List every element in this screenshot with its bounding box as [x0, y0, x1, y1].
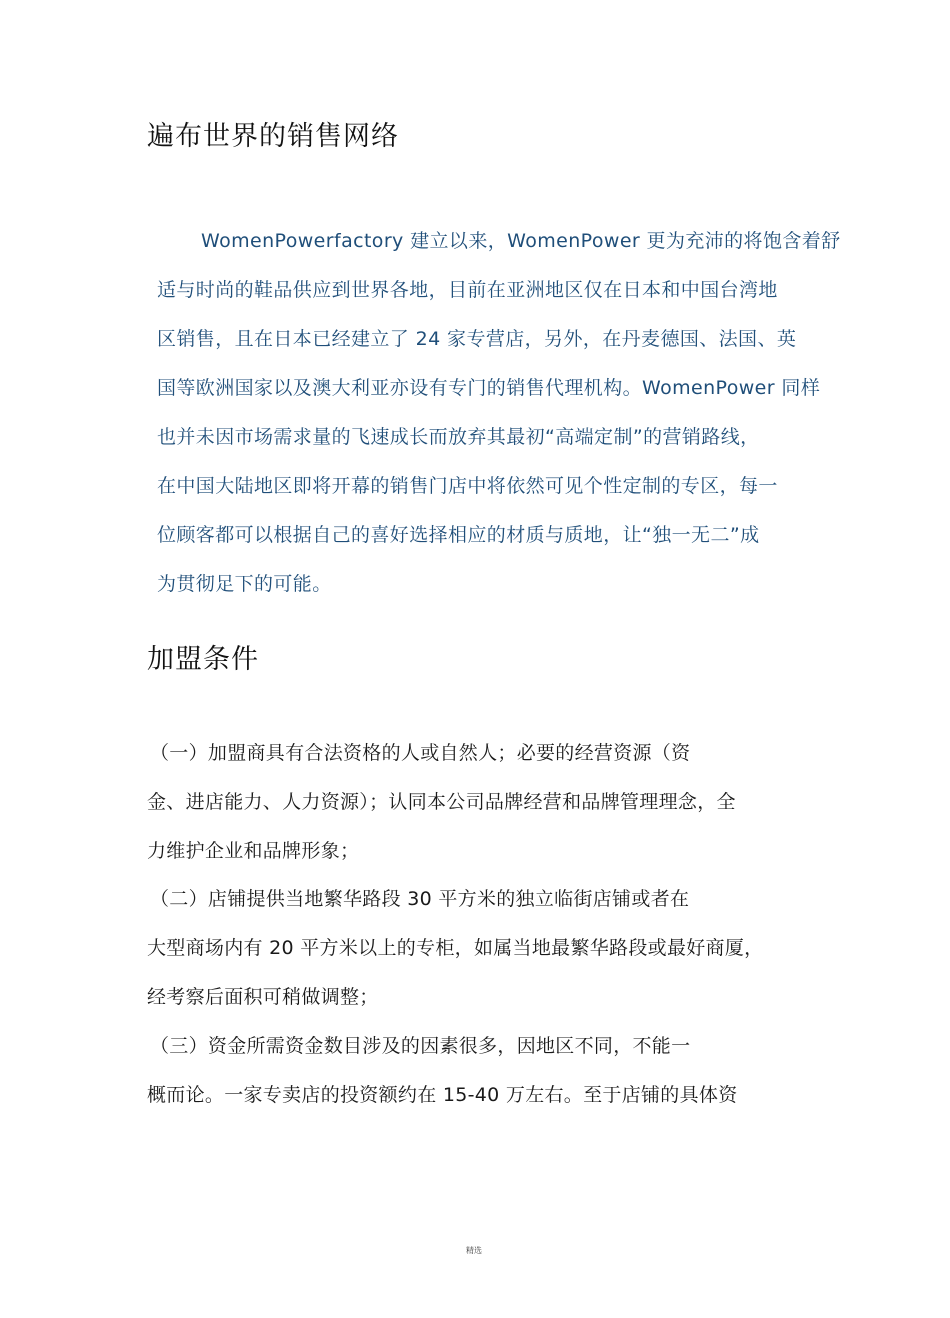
condition-line: 力维护企业和品牌形象； — [147, 840, 360, 862]
section-heading-franchise-conditions: 加盟条件 — [147, 644, 259, 675]
condition-line: 概而论。一家专卖店的投资额约在 15-40 万左右。至于店铺的具体资 — [147, 1084, 738, 1106]
paragraph-line: 区销售，且在日本已经建立了 24 家专营店，另外，在丹麦德国、法国、英 — [157, 328, 797, 350]
paragraph-line: 为贯彻足下的可能。 — [157, 573, 332, 595]
paragraph-line: 位顾客都可以根据自己的喜好选择相应的材质与质地，让“独一无二”成 — [157, 524, 760, 546]
condition-line: 经考察后面积可稍做调整； — [147, 986, 379, 1008]
condition-line: （二）店铺提供当地繁华路段 30 平方米的独立临街店铺或者在 — [150, 888, 690, 910]
condition-line: （一）加盟商具有合法资格的人或自然人；必要的经营资源（资 — [150, 742, 691, 764]
condition-line: 金、进店能力、人力资源）；认同本公司品牌经营和品牌管理理念，全 — [147, 791, 736, 813]
paragraph-line: 也并未因市场需求量的飞速成长而放弃其最初“高端定制”的营销路线， — [157, 426, 760, 448]
condition-line: （三）资金所需资金数目涉及的因素很多，因地区不同，不能一 — [150, 1035, 691, 1057]
paragraph-line: 适与时尚的鞋品供应到世界各地，目前在亚洲地区仅在日本和中国台湾地 — [157, 279, 778, 301]
page-footer: 精选 — [466, 1246, 482, 1255]
paragraph-line: 国等欧洲国家以及澳大利亚亦设有专门的销售代理机构。WomenPower 同样 — [157, 377, 821, 399]
paragraph-line: WomenPowerfactory 建立以来，WomenPower 更为充沛的将饱含着舒 — [201, 230, 841, 252]
paragraph-line: 在中国大陆地区即将开幕的销售门店中将依然可见个性定制的专区，每一 — [157, 475, 778, 497]
condition-line: 大型商场内有 20 平方米以上的专柜，如属当地最繁华路段或最好商厦， — [147, 937, 764, 959]
section-heading-sales-network: 遍布世界的销售网络 — [147, 121, 399, 152]
